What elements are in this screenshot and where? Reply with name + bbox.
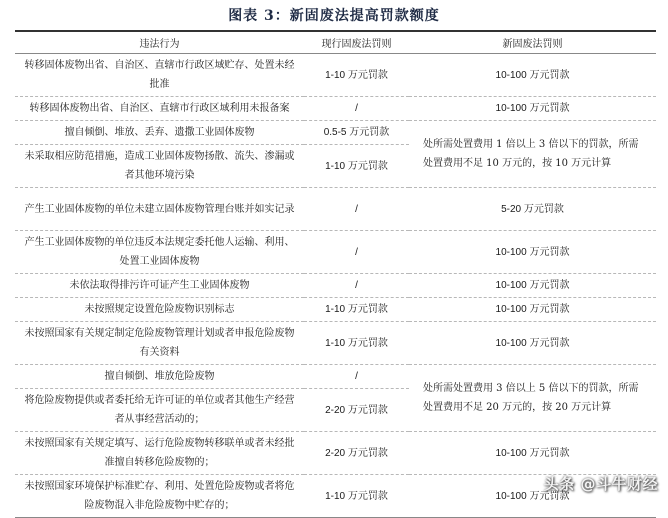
table-row <box>15 54 656 97</box>
table-row <box>15 231 656 274</box>
header-new-rule: 新固废法罚则 <box>409 31 656 54</box>
current-penalty-cell: 2-20 万元罚款 <box>304 432 409 475</box>
new-penalty-cell: 10-100 万元罚款 <box>409 298 656 322</box>
behavior-cell: 未按照规定设置危险废物识别标志 <box>15 298 304 322</box>
current-penalty-cell: 1-10 万元罚款 <box>304 54 409 97</box>
new-penalty-cell: 10-100 万元罚款 <box>409 322 656 365</box>
new-penalty-cell: 10-100 万元罚款 <box>409 97 656 121</box>
merged-new-penalty-cell: 处所需处置费用 1 倍以上 3 倍以下的罚款，所需处置费用不足 10 万元的，按 10 万元计算 <box>409 121 656 188</box>
table-row <box>15 121 656 145</box>
behavior-cell: 转移固体废物出省、自治区、直辖市行政区域利用未报备案 <box>15 97 304 121</box>
behavior-cell: 将危险废物提供或者委托给无许可证的单位或者其他生产经营者从事经营活动的； <box>15 389 304 432</box>
header-current-rule: 现行固废法罚则 <box>304 31 409 54</box>
penalty-comparison-table <box>15 30 656 518</box>
current-penalty-cell: / <box>304 274 409 298</box>
behavior-cell: 未按照国家有关规定填写、运行危险废物转移联单或者未经批准擅自转移危险废物的； <box>15 432 304 475</box>
source-watermark: 头条 @斗牛财经 <box>543 475 658 493</box>
current-penalty-cell: 1-10 万元罚款 <box>304 475 409 518</box>
behavior-cell: 转移固体废物出省、自治区、直辖市行政区域贮存、处置未经批准 <box>15 54 304 97</box>
behavior-cell: 未依法取得排污许可证产生工业固体废物 <box>15 274 304 298</box>
table-row <box>15 188 656 231</box>
current-penalty-cell: 0.5-5 万元罚款 <box>304 121 409 145</box>
behavior-cell: 产生工业固体废物的单位未建立固体废物管理台账并如实记录 <box>15 188 304 231</box>
new-penalty-cell: 5-20 万元罚款 <box>409 188 656 231</box>
new-penalty-cell: 10-100 万元罚款 <box>409 475 656 518</box>
merged-new-penalty-cell: 处所需处置费用 3 倍以上 5 倍以下的罚款，所需处置费用不足 20 万元的，按 20 万元计算 <box>409 365 656 432</box>
behavior-cell: 未按照国家环境保护标准贮存、利用、处置危险废物或者将危险废物混入非危险废物中贮存的； <box>15 475 304 518</box>
current-penalty-cell: 1-10 万元罚款 <box>304 322 409 365</box>
current-penalty-cell: 1-10 万元罚款 <box>304 298 409 322</box>
current-penalty-cell: / <box>304 188 409 231</box>
behavior-cell: 擅自倾倒、堆放、丢弃、遗撒工业固体废物 <box>15 121 304 145</box>
table-row <box>15 97 656 121</box>
new-penalty-cell: 10-100 万元罚款 <box>409 274 656 298</box>
table-header-row <box>15 31 656 54</box>
new-penalty-cell: 10-100 万元罚款 <box>409 54 656 97</box>
current-penalty-cell: 1-10 万元罚款 <box>304 145 409 188</box>
behavior-cell: 擅自倾倒、堆放危险废物 <box>15 365 304 389</box>
current-penalty-cell: / <box>304 97 409 121</box>
table-row <box>15 298 656 322</box>
table-row <box>15 432 656 475</box>
current-penalty-cell: / <box>304 231 409 274</box>
new-penalty-cell: 10-100 万元罚款 <box>409 432 656 475</box>
page-title: 图表 3：新固废法提高罚款额度 <box>228 8 440 24</box>
behavior-cell: 未采取相应防范措施，造成工业固体废物扬散、流失、渗漏或者其他环境污染 <box>15 145 304 188</box>
table-row <box>15 365 656 389</box>
header-behavior: 违法行为 <box>15 31 304 54</box>
table-row <box>15 322 656 365</box>
behavior-cell: 产生工业固体废物的单位违反本法规定委托他人运输、利用、处置工业固体废物 <box>15 231 304 274</box>
new-penalty-cell: 10-100 万元罚款 <box>409 231 656 274</box>
current-penalty-cell: 2-20 万元罚款 <box>304 389 409 432</box>
behavior-cell: 未按照国家有关规定制定危险废物管理计划或者申报危险废物有关资料 <box>15 322 304 365</box>
current-penalty-cell: / <box>304 365 409 389</box>
table-row <box>15 274 656 298</box>
